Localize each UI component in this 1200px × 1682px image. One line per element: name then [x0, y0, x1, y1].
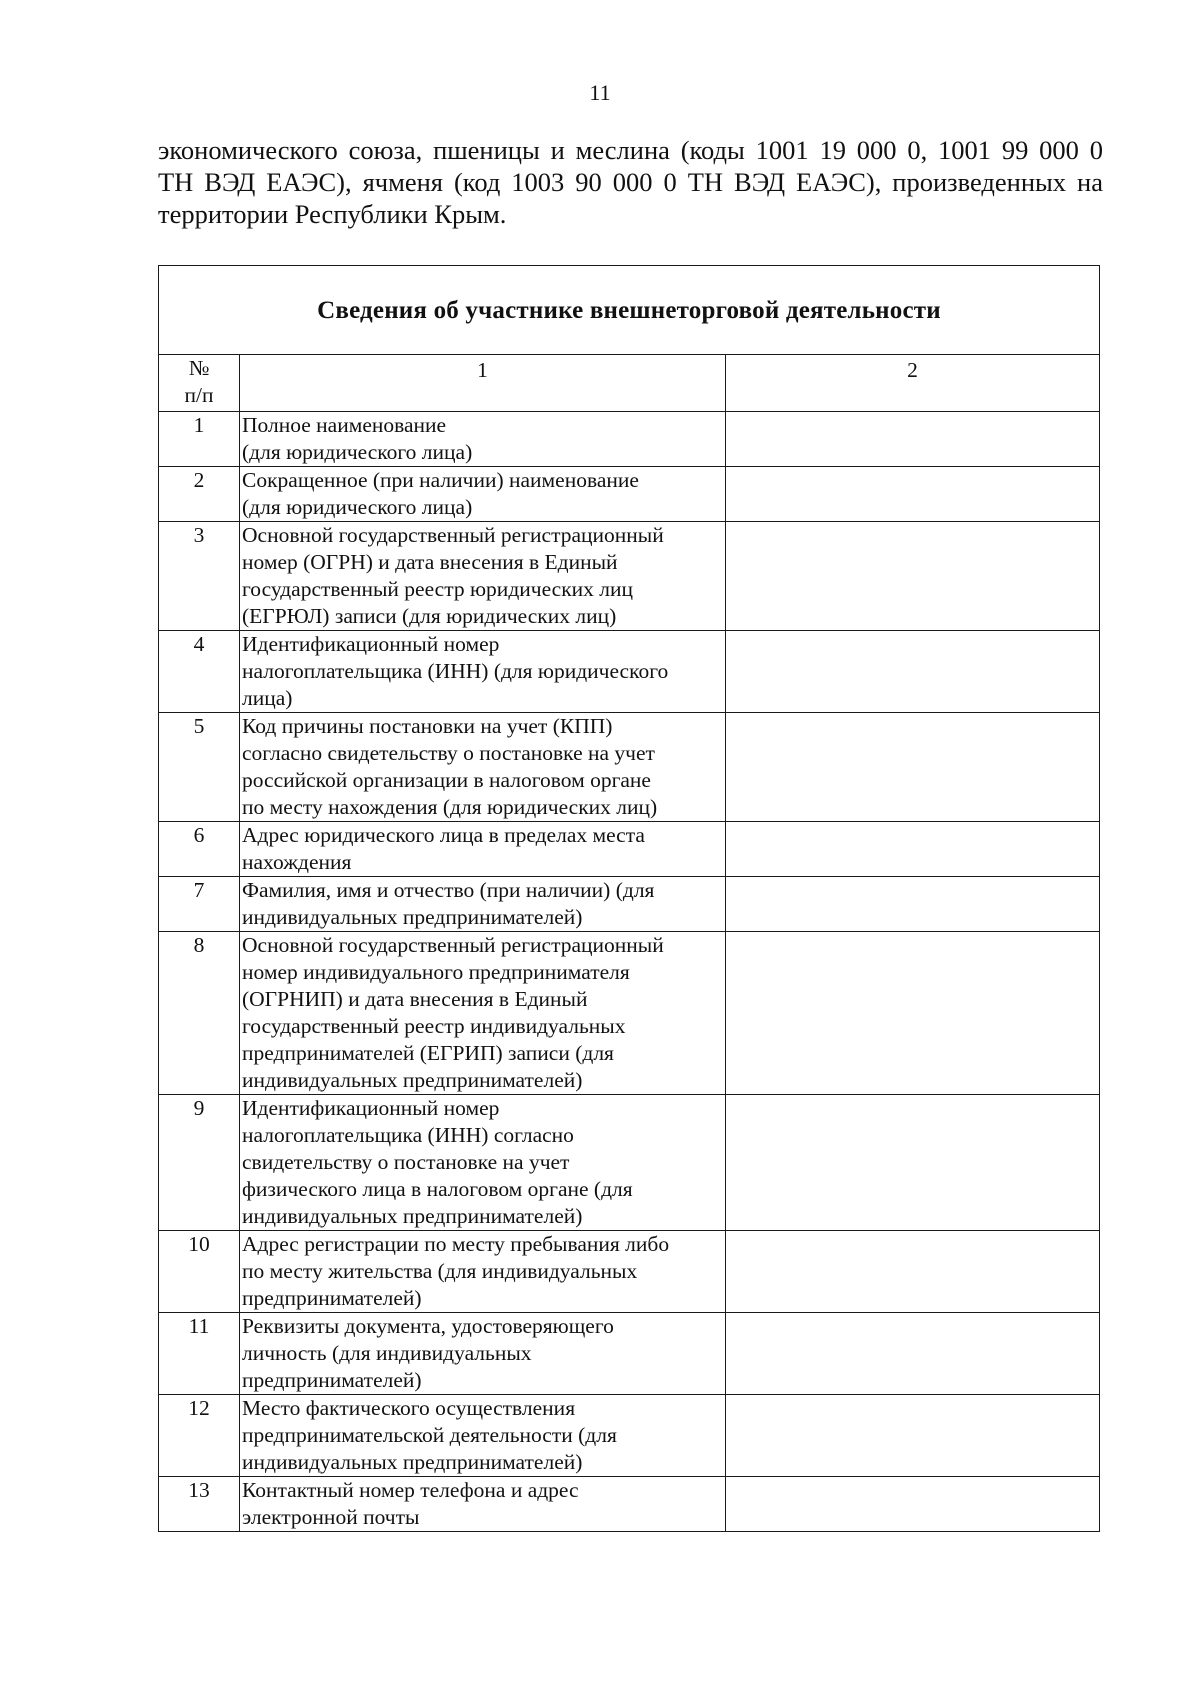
- table-row: [159, 1313, 1100, 1395]
- row-description-line: (для юридического лица): [242, 495, 473, 519]
- row-number: 11: [159, 1313, 240, 1395]
- row-description-line: Адрес регистрации по месту пребывания либо: [242, 1232, 670, 1256]
- page-number: 11: [589, 80, 611, 105]
- row-value-cell[interactable]: [726, 1395, 1100, 1477]
- row-description-line: Место фактического осуществления: [242, 1396, 576, 1420]
- row-value-cell[interactable]: [726, 822, 1100, 877]
- row-description-line: по месту жительства (для индивидуальных: [242, 1259, 638, 1283]
- row-description-line: предпринимателей): [242, 1286, 422, 1310]
- header-number-abbr: п/п: [184, 383, 214, 407]
- intro-line: территории Республики Крым.: [158, 199, 507, 229]
- row-description-line: лица): [242, 686, 293, 710]
- row-value-cell[interactable]: [726, 1313, 1100, 1395]
- row-description-line: государственный реестр индивидуальных: [242, 1014, 626, 1038]
- header-number-column: [159, 355, 240, 412]
- row-description-line: номер (ОГРН) и дата внесения в Единый: [242, 550, 618, 574]
- row-description-line: Идентификационный номер: [242, 632, 500, 656]
- row-description-line: (ОГРНИП) и дата внесения в Единый: [242, 987, 588, 1011]
- row-value-cell[interactable]: [726, 932, 1100, 1095]
- row-value-cell[interactable]: [726, 1095, 1100, 1231]
- row-number: 6: [159, 822, 240, 877]
- row-description-line: индивидуальных предпринимателей): [242, 1204, 583, 1228]
- header-number-sign: №: [188, 356, 210, 380]
- row-value-cell[interactable]: [726, 877, 1100, 932]
- row-description-line: Идентификационный номер: [242, 1096, 500, 1120]
- row-number: 9: [159, 1095, 240, 1231]
- row-description-line: Фамилия, имя и отчество (при наличии) (для: [242, 878, 655, 902]
- row-description: [240, 1477, 726, 1532]
- row-description-line: налогоплательщика (ИНН) (для юридического: [242, 659, 669, 683]
- row-description: [240, 1231, 726, 1313]
- row-number: 5: [159, 713, 240, 822]
- table-row: [159, 1395, 1100, 1477]
- table-row: [159, 522, 1100, 631]
- row-number: 2: [159, 467, 240, 522]
- table-row: [159, 412, 1100, 467]
- row-description: [240, 713, 726, 822]
- row-description-line: Реквизиты документа, удостоверяющего: [242, 1314, 614, 1338]
- row-description-line: российской организации в налоговом органе: [242, 768, 651, 792]
- row-description: [240, 631, 726, 713]
- row-value-cell[interactable]: [726, 1231, 1100, 1313]
- row-description-line: нахождения: [242, 850, 352, 874]
- row-description-line: электронной почты: [242, 1505, 420, 1529]
- row-description-line: свидетельству о постановке на учет: [242, 1150, 570, 1174]
- row-number: 7: [159, 877, 240, 932]
- table-row: [159, 631, 1100, 713]
- header-column-2: 2: [726, 355, 1100, 412]
- row-number: 13: [159, 1477, 240, 1532]
- row-description-line: Адрес юридического лица в пределах места: [242, 823, 645, 847]
- table-row: [159, 713, 1100, 822]
- table-header-row: [159, 355, 1100, 412]
- row-value-cell[interactable]: [726, 467, 1100, 522]
- row-description-line: индивидуальных предпринимателей): [242, 1068, 583, 1092]
- table-row: [159, 1231, 1100, 1313]
- table-row: [159, 1477, 1100, 1532]
- row-value-cell[interactable]: [726, 1477, 1100, 1532]
- row-description-line: личность (для индивидуальных: [242, 1341, 532, 1365]
- row-value-cell[interactable]: [726, 631, 1100, 713]
- row-description: [240, 467, 726, 522]
- row-description-line: по месту нахождения (для юридических лиц): [242, 795, 658, 819]
- table-title-row: [159, 266, 1100, 355]
- row-description-line: Сокращенное (при наличии) наименование: [242, 468, 639, 492]
- row-description-line: индивидуальных предпринимателей): [242, 905, 583, 929]
- row-description: [240, 822, 726, 877]
- row-description-line: предпринимательской деятельности (для: [242, 1423, 617, 1447]
- row-description-line: номер индивидуального предпринимателя: [242, 960, 630, 984]
- row-description-line: предпринимателей (ЕГРИП) записи (для: [242, 1041, 614, 1065]
- row-description: [240, 1095, 726, 1231]
- row-description-line: Основной государственный регистрационный: [242, 523, 664, 547]
- row-description: [240, 1395, 726, 1477]
- row-description-line: согласно свидетельству о постановке на учет: [242, 741, 655, 765]
- row-description: [240, 932, 726, 1095]
- intro-line: ТН ВЭД ЕАЭС), ячменя (код 1003 90 000 0 ТН ВЭД ЕАЭС), произведенных на: [158, 167, 1103, 197]
- row-description-line: физического лица в налоговом органе (для: [242, 1177, 633, 1201]
- row-number: 1: [159, 412, 240, 467]
- row-description: [240, 877, 726, 932]
- row-description-line: Контактный номер телефона и адрес: [242, 1478, 579, 1502]
- row-description-line: Полное наименование: [242, 413, 447, 437]
- row-description: [240, 412, 726, 467]
- row-description-line: Основной государственный регистрационный: [242, 933, 664, 957]
- row-description: [240, 1313, 726, 1395]
- intro-paragraph: [158, 134, 1103, 230]
- row-value-cell[interactable]: [726, 713, 1100, 822]
- table-title: Сведения об участнике внешнеторговой деятельности: [159, 266, 1100, 355]
- row-description-line: государственный реестр юридических лиц: [242, 577, 634, 601]
- table-row: [159, 822, 1100, 877]
- table-body: [159, 412, 1100, 1532]
- row-description-line: индивидуальных предпринимателей): [242, 1450, 583, 1474]
- table-row: [159, 932, 1100, 1095]
- row-description-line: предпринимателей): [242, 1368, 422, 1392]
- table-row: [159, 1095, 1100, 1231]
- row-value-cell[interactable]: [726, 412, 1100, 467]
- row-description-line: налогоплательщика (ИНН) согласно: [242, 1123, 574, 1147]
- participant-info-table: [158, 265, 1100, 1532]
- header-column-1: 1: [240, 355, 726, 412]
- row-number: 12: [159, 1395, 240, 1477]
- row-number: 10: [159, 1231, 240, 1313]
- row-description-line: (для юридического лица): [242, 440, 473, 464]
- row-description-line: Код причины постановки на учет (КПП): [242, 714, 613, 738]
- intro-line: экономического союза, пшеницы и меслина (коды 1001 19 000 0, 1001 99 000 0: [158, 135, 1103, 165]
- row-number: 4: [159, 631, 240, 713]
- table-row: [159, 877, 1100, 932]
- row-number: 3: [159, 522, 240, 631]
- table-row: [159, 467, 1100, 522]
- row-value-cell[interactable]: [726, 522, 1100, 631]
- row-number: 8: [159, 932, 240, 1095]
- row-description-line: (ЕГРЮЛ) записи (для юридических лиц): [242, 604, 617, 628]
- row-description: [240, 522, 726, 631]
